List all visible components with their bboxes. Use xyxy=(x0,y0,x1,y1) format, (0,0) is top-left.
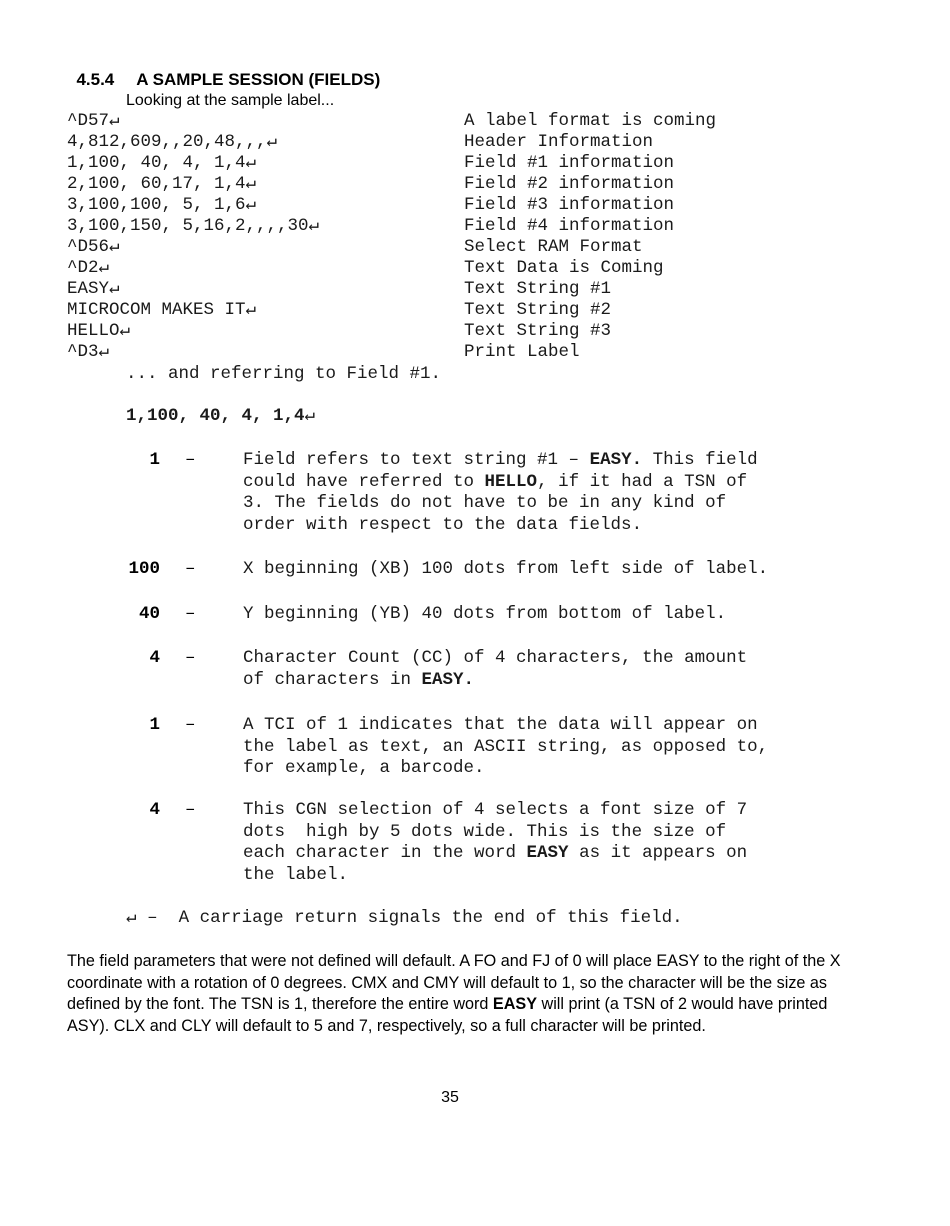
intro-text: Looking at the sample label... xyxy=(126,92,335,109)
carriage-return-icon: ↵ xyxy=(304,406,316,426)
parameter-description-line xyxy=(243,493,758,515)
parameter-description xyxy=(243,450,758,536)
parameter-description xyxy=(243,559,768,581)
code-line: HELLO↵ xyxy=(67,321,131,341)
code-description: Text Data is Coming xyxy=(464,258,664,278)
description-text: Y beginning (YB) 40 dots from bottom of label. xyxy=(243,604,727,624)
description-text: could have referred to xyxy=(243,471,485,492)
parameter-description-line xyxy=(243,737,768,759)
description-text: dots high by 5 dots wide. This is the size of xyxy=(243,821,727,842)
parameter-description xyxy=(243,604,726,626)
referring-text: ... and referring to Field #1. xyxy=(126,364,442,384)
emphasized-term: HELLO xyxy=(484,471,538,492)
field-line xyxy=(126,406,315,427)
parameter-dash: – xyxy=(185,648,196,668)
parameter-value: 100 xyxy=(128,559,160,579)
code-line: 3,100,150, 5,16,2,,,,30↵ xyxy=(67,216,320,236)
code-description: Field #4 information xyxy=(464,216,675,236)
parameter-dash: – xyxy=(185,450,196,470)
parameter-value: 40 xyxy=(138,604,160,624)
code-line: 1,100, 40, 4, 1,4↵ xyxy=(67,153,257,173)
code-line: 3,100,100, 5, 1,6↵ xyxy=(67,195,257,215)
parameter-description-line xyxy=(243,648,747,670)
code-description: Field #3 information xyxy=(464,195,675,215)
section-heading xyxy=(67,50,380,90)
defaults-paragraph xyxy=(67,951,867,1037)
code-line: ^D3↵ xyxy=(67,342,110,362)
parameter-dash: – xyxy=(185,559,196,579)
parameter-description-line xyxy=(243,758,768,780)
parameter-description-line xyxy=(243,670,747,692)
parameter-description-line xyxy=(243,472,758,494)
field-line-code: 1,100, 40, 4, 1,4 xyxy=(126,406,305,426)
parameter-description-line xyxy=(243,800,747,822)
emphasized-term: EASY. xyxy=(589,450,643,470)
code-description: Text String #2 xyxy=(464,300,612,320)
description-text: Field refers to text string #1 – xyxy=(243,450,590,470)
code-description: Field #1 information xyxy=(464,153,675,173)
parameter-value: 1 xyxy=(149,715,160,735)
description-text: 3. The fields do not have to be in any kind of xyxy=(243,493,727,513)
description-text: the label as text, an ASCII string, as opposed to, xyxy=(243,736,769,757)
code-descriptions xyxy=(464,111,716,363)
description-text: of characters in xyxy=(243,669,422,690)
description-text: This field xyxy=(642,450,758,470)
carriage-return-note xyxy=(126,908,683,929)
parameter-value: 1 xyxy=(149,450,160,470)
section-number: 4.5.4 xyxy=(76,70,115,89)
emphasized-term: EASY. xyxy=(421,669,475,690)
emphasized-term: EASY xyxy=(526,843,569,863)
parameter-description xyxy=(243,715,768,780)
carriage-return-text: A carriage return signals the end of this field. xyxy=(178,908,683,928)
code-description: Print Label xyxy=(464,342,580,362)
code-description: Text String #3 xyxy=(464,321,612,341)
code-listing xyxy=(67,111,319,363)
description-text: the label. xyxy=(243,864,349,885)
parameter-dash: – xyxy=(185,715,196,735)
code-line: 2,100, 60,17, 1,4↵ xyxy=(67,174,257,194)
paragraph-text-end: will print (a TSN of 2 would have printed ASY). CLX and CLY will default to 5 and 7, respectively, so a full character will be printed. xyxy=(67,995,828,1035)
parameter-description-line xyxy=(243,822,747,844)
description-text: , if it had a TSN of xyxy=(537,471,748,492)
parameter-description-line xyxy=(243,604,726,626)
parameter-description-line xyxy=(243,450,758,472)
description-text: X beginning (XB) 100 dots from left side of label. xyxy=(243,559,769,579)
code-line: 4,812,609,,20,48,,,↵ xyxy=(67,132,278,152)
parameter-description-line xyxy=(243,865,747,887)
code-description: A label format is coming xyxy=(464,111,717,131)
code-description: Text String #1 xyxy=(464,279,612,299)
carriage-return-icon: ↵ xyxy=(126,908,137,928)
parameter-dash: – xyxy=(185,800,196,820)
paragraph-text: The field parameters that were not defined will default. A FO and FJ of 0 will place EASY to the right of the X coordinate with a rotation of 0 degrees. CMX and CMY will default to 1, so the character will be the size as defined by the font. The TSN is 1, therefore the entire word xyxy=(67,952,841,1013)
parameter-value: 4 xyxy=(149,648,160,668)
section-title: A SAMPLE SESSION (FIELDS) xyxy=(136,70,381,89)
code-description: Field #2 information xyxy=(464,174,675,194)
description-text: order with respect to the data fields. xyxy=(243,514,643,535)
parameter-dash: – xyxy=(185,604,196,624)
parameter-description-line xyxy=(243,843,747,865)
description-text: Character Count (CC) of 4 characters, the amount xyxy=(243,648,748,668)
parameter-description xyxy=(243,800,747,886)
page-number: 35 xyxy=(441,1089,459,1106)
paragraph-bold: EASY xyxy=(492,995,538,1013)
parameter-value: 4 xyxy=(149,800,160,820)
parameter-description-line xyxy=(243,559,768,581)
parameter-description-line xyxy=(243,715,768,737)
description-text: This CGN selection of 4 selects a font size of 7 xyxy=(243,800,748,820)
description-text: A TCI of 1 indicates that the data will appear on xyxy=(243,715,758,735)
code-line: ^D2↵ xyxy=(67,258,110,278)
code-description: Header Information xyxy=(464,132,654,152)
code-line: EASY↵ xyxy=(67,279,120,299)
parameter-description xyxy=(243,648,747,691)
code-line: MICROCOM MAKES IT↵ xyxy=(67,300,257,320)
carriage-return-dash: – xyxy=(147,908,158,928)
code-description: Select RAM Format xyxy=(464,237,643,257)
parameter-description-line xyxy=(243,515,758,537)
description-text: as it appears on xyxy=(568,843,748,863)
description-text: each character in the word xyxy=(243,843,527,863)
description-text: for example, a barcode. xyxy=(243,758,485,778)
code-line: ^D57↵ xyxy=(67,111,120,131)
code-line: ^D56↵ xyxy=(67,237,120,257)
